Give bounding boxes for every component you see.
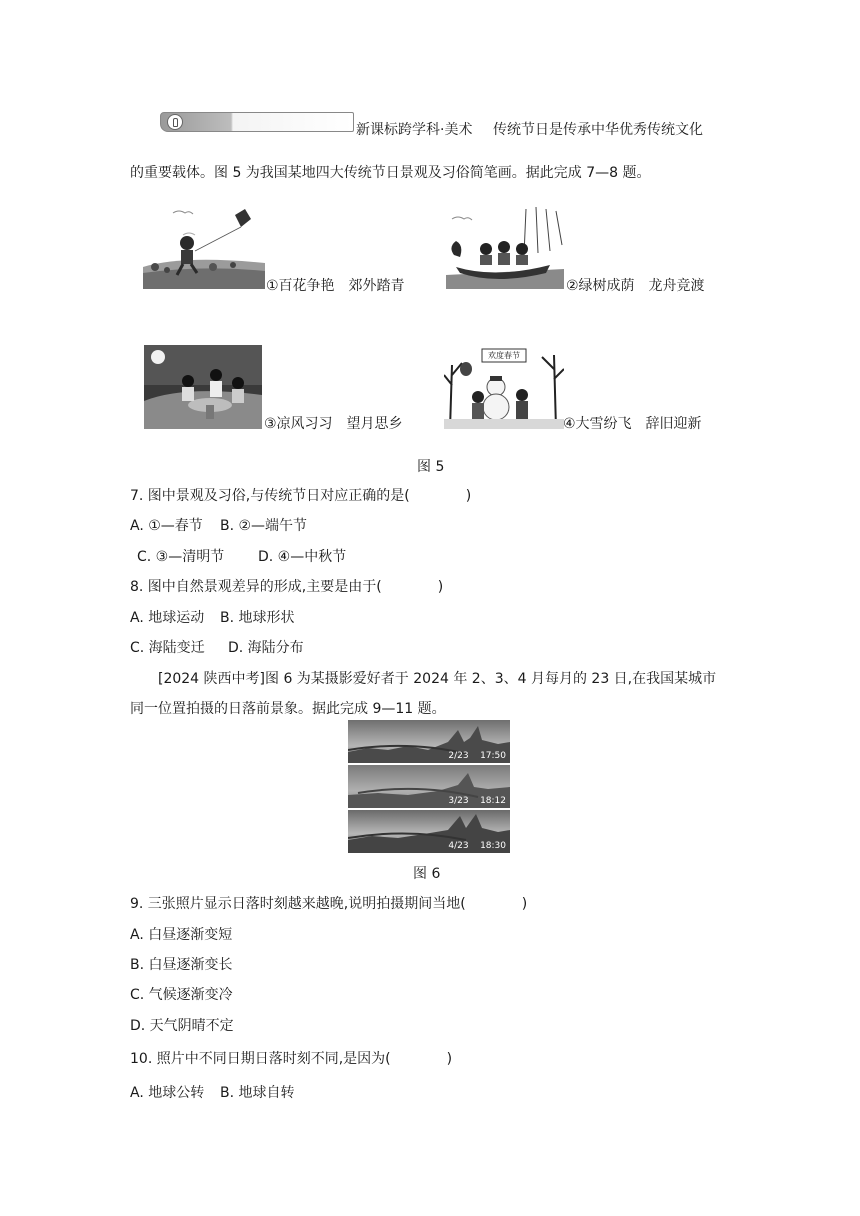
- photo2-time: 18:12: [480, 796, 506, 806]
- q9-option-d: D. 天气阴晴不定: [130, 1018, 234, 1034]
- intro-text-line1: 传统节日是传承中华优秀传统文化: [493, 122, 703, 138]
- q9-option-c: C. 气候逐渐变冷: [130, 987, 233, 1003]
- q9-option-b: B. 白昼逐渐变长: [130, 957, 233, 973]
- photo3-date: 4/23: [448, 841, 469, 851]
- q10-stem: 10. 照片中不同日期日落时刻不同,是因为( ): [130, 1051, 453, 1067]
- q8-option-d: D. 海陆分布: [228, 640, 304, 656]
- section-banner: [160, 112, 354, 132]
- figure5-caption-1: ①百花争艳 郊外踏青: [266, 278, 405, 294]
- sunset-photo-1: [348, 720, 510, 763]
- figure6-label: 图 6: [413, 866, 441, 882]
- q7-option-d: D. ④—中秋节: [258, 549, 347, 565]
- lightbulb-icon: [167, 114, 183, 130]
- sunset-photo-2: [348, 765, 510, 808]
- photo1-time: 17:50: [480, 751, 506, 761]
- q8-option-c: C. 海陆变迁: [130, 640, 205, 656]
- photo1-date: 2/23: [448, 751, 469, 761]
- figure5-label: 图 5: [417, 459, 445, 475]
- festival-sign-text: 欢度春节: [488, 351, 520, 360]
- q8-option-a: A. 地球运动: [130, 610, 205, 626]
- moon-festival-scene-icon: [144, 345, 262, 429]
- q10-option-a: A. 地球公转: [130, 1085, 205, 1101]
- figure5-caption-3: ③凉风习习 望月思乡: [264, 416, 403, 432]
- q8-stem: 8. 图中自然景观差异的形成,主要是由于( ): [130, 579, 444, 595]
- q7-option-b: B. ②—端午节: [220, 518, 308, 534]
- kite-flying-scene-icon: [143, 205, 265, 289]
- passage2-line1: [2024 陕西中考]图 6 为某摄影爱好者于 2024 年 2、3、4 月每月的 23 日,在我国某城市: [158, 671, 717, 687]
- photo3-time: 18:30: [480, 841, 506, 851]
- passage2-line2: 同一位置拍摄的日落前景象。据此完成 9—11 题。: [130, 701, 446, 717]
- photo2-date: 3/23: [448, 796, 469, 806]
- intro-text-line2: 的重要载体。图 5 为我国某地四大传统节日景观及习俗简笔画。据此完成 7—8 题。: [130, 165, 651, 181]
- snowman-scene: [444, 345, 564, 429]
- figure5-caption-4: ④大雪纷飞 辞旧迎新: [563, 416, 702, 432]
- q8-option-b: B. 地球形状: [220, 610, 295, 626]
- banner-tag: 新课标跨学科·美术: [356, 122, 473, 138]
- q9-stem: 9. 三张照片显示日落时刻越来越晚,说明拍摄期间当地( ): [130, 896, 528, 912]
- q7-option-a: A. ①—春节: [130, 518, 203, 534]
- q7-stem: 7. 图中景观及习俗,与传统节日对应正确的是( ): [130, 488, 472, 504]
- sunset-photo-3: [348, 810, 510, 853]
- figure5-caption-2: ②绿树成荫 龙舟竞渡: [566, 278, 705, 294]
- q9-option-a: A. 白昼逐渐变短: [130, 927, 233, 943]
- dragon-boat-scene-icon: [446, 205, 564, 289]
- q7-option-c: C. ③—清明节: [137, 549, 225, 565]
- q10-option-b: B. 地球自转: [220, 1085, 295, 1101]
